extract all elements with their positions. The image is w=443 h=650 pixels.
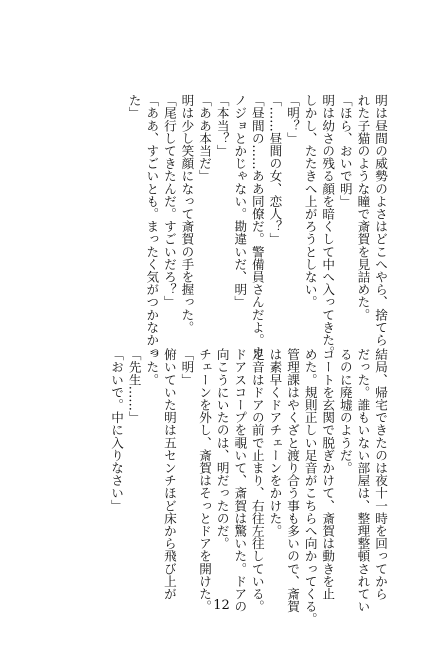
text-column: コートを玄関で脱ぎかけて、斎賀は動きを止 [320,348,336,600]
text-column: 足音はドアの前で止まり、右往左往している。 [249,348,265,613]
text-block-top [125,94,389,359]
text-column: 「先生……」 [126,348,142,424]
text-column: しかし、たたきへ上がろうとしない。 [302,94,318,309]
text-column: 明は少し笑顔になって斎賀の手を握った。 [179,94,195,334]
text-column: 「尾行してきたんだ。すごいだろ？」 [161,94,177,309]
text-column: 明は昼間の威勢のよさはどこへやら、捨てら [373,94,388,346]
text-column: 管理課はやくざと渡り合う事も多いので、斎賀 [285,348,301,613]
text-column: 「本当？」 [214,94,230,157]
text-column: チェーンを外し、斎賀はそっとドアを開けた。 [197,348,213,613]
text-column: 「ほら、おいで明」 [337,94,353,208]
text-column: 「ああ、すごいとも。まったく気がつかなかっ [144,94,160,359]
text-column: 俯いていた明は五センチほど床から飛び上が [161,348,177,600]
text-column: 「ああ本当だ」 [197,94,213,183]
text-column: 「……昼間の女、恋人？」 [267,94,283,246]
text-column: 「明」 [179,348,195,386]
page-number: 12 [213,598,230,613]
text-column: た」 [126,94,142,120]
text-column: 結局、帰宅できたのは夜十一時を回ってから [373,348,388,600]
text-column: 明は幼さの残る顔を暗くして中へ入ってきた。 [320,94,336,359]
text-column: ドアスコープを覗いて、斎賀は驚いた。ドアの [232,348,248,613]
text-column: った。 [144,348,160,386]
text-column: だった。誰もいない部屋は、整理整頓されてい [355,348,371,613]
text-column: ノジョとかじゃない。勘違いだ、明」 [232,94,248,309]
text-column: 「おいで。中に入りなさい」 [109,348,125,512]
text-column: 「昼間の……ああ同僚だ。警備員さんだよ。カ [249,94,265,359]
text-column: るのに廃墟のようだ。 [337,348,353,474]
text-column: 「明？」 [285,94,301,145]
text-column: 向こうにいたのは、明だったのだ。 [214,348,230,550]
text-column: は素早くドアチェーンをかけた。 [267,348,283,537]
text-column: れた子猫のような瞳で斎賀を見詰めた。 [355,94,371,321]
text-column: めた。規則正しい足音がこちらへ向かってくる。 [302,348,318,626]
